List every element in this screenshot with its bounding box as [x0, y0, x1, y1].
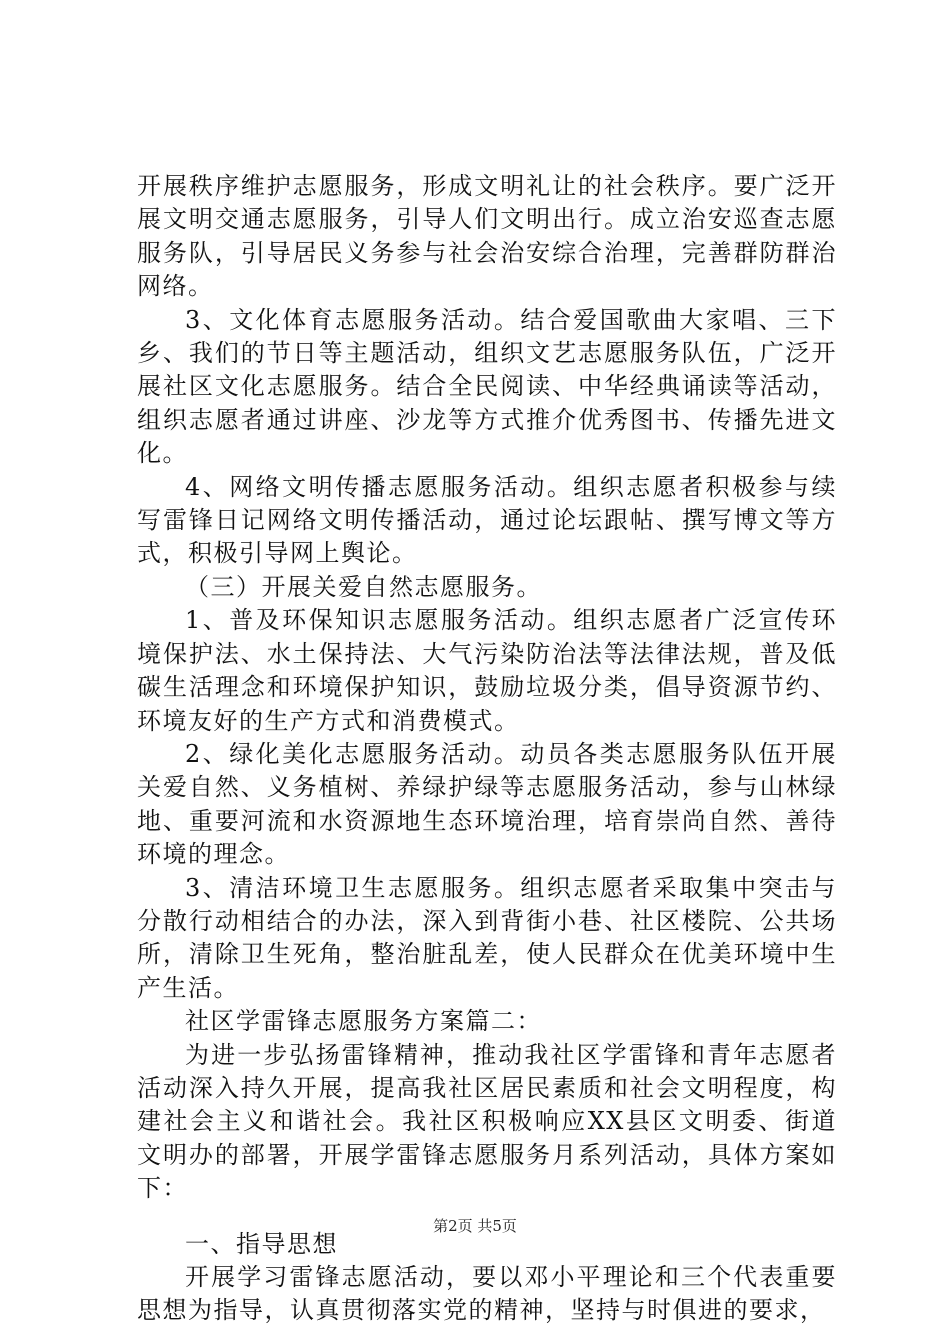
paragraph-sanitation: 3、清洁环境卫生志愿服务。组织志愿者采取集中突击与分散行动相结合的办法，深入到背街小巷、社区楼院、公共场所，清除卫生死角，整治脏乱差，使人民群众在优美环境中生产生活。 — [137, 873, 837, 1002]
paragraph-network-civility: 4、网络文明传播志愿服务活动。组织志愿者积极参与续写雷锋日记网络文明传播活动，通过论坛跟帖、撰写博文等方式，积极引导网上舆论。 — [137, 472, 837, 568]
paragraph-guiding-thought: 开展学习雷锋志愿活动，要以邓小平理论和三个代表重要思想为指导，认真贯彻落实党的精神，坚持与时俱进的要求， — [137, 1263, 837, 1325]
paragraph-introduction: 为进一步弘扬雷锋精神，推动我社区学雷锋和青年志愿者活动深入持久开展，提高我社区居民素质和社会文明程度，构建社会主义和谐社会。我社区积极响应XX县区文明委、街道文明办的部署，开展学雷锋志愿服务月系列活动，具体方案如下： — [137, 1040, 837, 1203]
paragraph-culture-sports: 3、文化体育志愿服务活动。结合爱国歌曲大家唱、三下乡、我们的节日等主题活动，组织文艺志愿服务队伍，广泛开展社区文化志愿服务。结合全民阅读、中华经典诵读等活动，组织志愿者通过讲座、沙龙等方式推介优秀图书、传播先进文化。 — [137, 305, 837, 468]
paragraph-environment-knowledge: 1、普及环保知识志愿服务活动。组织志愿者广泛宣传环境保护法、水土保持法、大气污染防治法等法律法规，普及低碳生活理念和环境保护知识，鼓励垃圾分类，倡导资源节约、环境友好的生产方式和消费模式。 — [137, 606, 837, 735]
document-body — [137, 170, 837, 1328]
section-heading-nature: （三）开展关爱自然志愿服务。 — [185, 572, 542, 601]
chapter-title-part-two: 社区学雷锋志愿服务方案篇二： — [185, 1007, 542, 1036]
section-heading-guiding-thought: 一、指导思想 — [185, 1229, 338, 1258]
page-number-footer: 第2页 共5页 — [433, 1217, 517, 1235]
paragraph-greening: 2、绿化美化志愿服务活动。动员各类志愿服务队伍开展关爱自然、义务植树、养绿护绿等志愿服务活动，参与山林绿地、重要河流和水资源地生态环境治理，培育崇尚自然、善待环境的理念。 — [137, 739, 837, 869]
paragraph-continuation: 开展秩序维护志愿服务，形成文明礼让的社会秩序。要广泛开展文明交通志愿服务，引导人们文明出行。成立治安巡查志愿服务队，引导居民义务参与社会治安综合治理，完善群防群治网络。 — [137, 172, 837, 301]
